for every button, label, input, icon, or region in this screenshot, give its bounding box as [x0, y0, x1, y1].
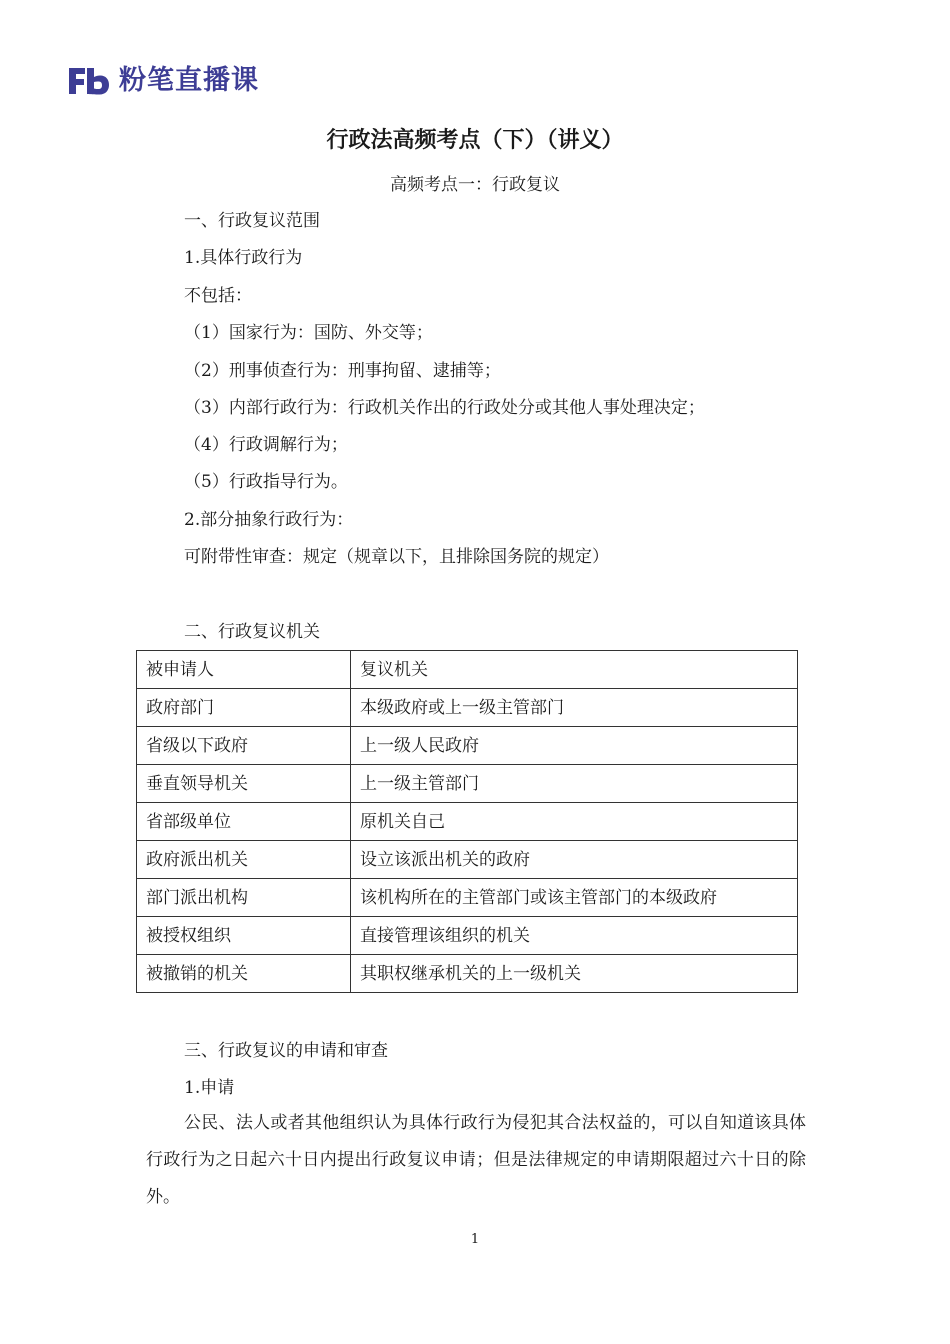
document-title: 行政法高频考点（下）（讲义） [326, 127, 624, 153]
exclude-item: （5）行政指导行为。 [184, 472, 348, 492]
table-cell: 部门派出机构 [137, 879, 351, 917]
table-header-cell: 复议机关 [351, 651, 798, 689]
table-cell: 直接管理该组织的机关 [351, 917, 798, 955]
table-header-cell: 被申请人 [137, 651, 351, 689]
section2-heading: 二、行政复议机关 [184, 622, 320, 642]
exclude-item: （3）内部行政行为：行政机关作出的行政处分或其他人事处理决定； [184, 398, 705, 418]
section3-item1: 1.申请 [184, 1078, 235, 1098]
table-cell: 其职权继承机关的上一级机关 [351, 955, 798, 993]
table-cell: 本级政府或上一级主管部门 [351, 689, 798, 727]
table-cell: 上一级人民政府 [351, 727, 798, 765]
section3-heading: 三、行政复议的申请和审查 [184, 1041, 388, 1061]
table-header-row [137, 651, 798, 689]
table-row [137, 917, 798, 955]
brand-name: 粉笔直播课 [119, 65, 259, 96]
table-cell: 该机构所在的主管部门或该主管部门的本级政府 [351, 879, 798, 917]
table-cell: 被授权组织 [137, 917, 351, 955]
section1-item2-detail: 可附带性审查：规定（规章以下，且排除国务院的规定） [184, 547, 609, 567]
brand-logo [67, 64, 259, 98]
table-row [137, 689, 798, 727]
excludes-label: 不包括： [184, 286, 252, 306]
table-row [137, 765, 798, 803]
fb-logo-icon [67, 66, 111, 96]
table-cell: 政府派出机关 [137, 841, 351, 879]
table-cell: 原机关自己 [351, 803, 798, 841]
table-cell: 省级以下政府 [137, 727, 351, 765]
table-cell: 省部级单位 [137, 803, 351, 841]
table-row [137, 803, 798, 841]
table-cell: 上一级主管部门 [351, 765, 798, 803]
table-cell: 政府部门 [137, 689, 351, 727]
section1-item1: 1.具体行政行为 [184, 248, 303, 268]
section3-paragraph: 公民、法人或者其他组织认为具体行政行为侵犯其合法权益的，可以自知道该具体行政行为之日起六十日内提出行政复议申请；但是法律规定的申请期限超过六十日的除外。 [146, 1113, 806, 1207]
exclude-item: （2）刑事侦查行为：刑事拘留、逮捕等； [184, 361, 501, 381]
page-number: 1 [470, 1232, 480, 1247]
table-row [137, 955, 798, 993]
section1-heading: 一、行政复议范围 [184, 211, 320, 231]
section1-item2: 2.部分抽象行政行为： [184, 510, 354, 530]
table-cell: 垂直领导机关 [137, 765, 351, 803]
exclude-item: （4）行政调解行为； [184, 435, 348, 455]
table-cell: 设立该派出机关的政府 [351, 841, 798, 879]
table-cell: 被撤销的机关 [137, 955, 351, 993]
document-subtitle: 高频考点一：行政复议 [390, 175, 560, 195]
table-row [137, 727, 798, 765]
exclude-item: （1）国家行为：国防、外交等； [184, 323, 433, 343]
table-row [137, 879, 798, 917]
table-row [137, 841, 798, 879]
review-agency-table [136, 650, 798, 993]
